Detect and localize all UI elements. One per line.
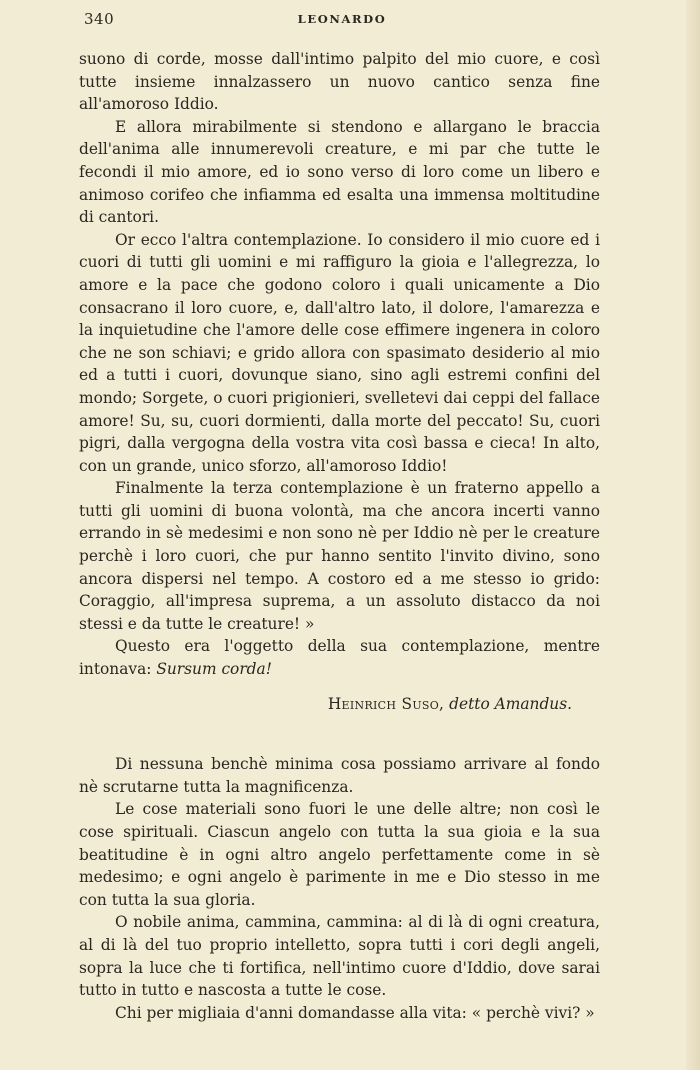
paragraph: Di nessuna benchè minima cosa possiamo arrivare al fondo nè scrutarne tutta la magnificenza. xyxy=(79,755,600,796)
running-head: LEONARDO xyxy=(297,12,387,26)
paragraph: Or ecco l'altra contemplazione. Io considero il mio cuore ed i cuori di tutti gli uomini e mi raffiguro la gioia e l'allegrezza, lo amore e la pace che godono coloro i quali unicamente a Dio consacrano il loro cuore, e, dall'altro lato, il dolore, l'amarezza e la inquietudine che l'amore delle cose effimere ingenera in coloro che ne son schiavi; e grido allora con spasimato desiderio al mio ed a tutti i cuori, dovunque siano, sino agli estremi confini del mondo; Sorgete, o cuori prigionieri, svelletevi dai ceppi del fallace amore! Su, su, cuori dormienti, dalla morte del peccato! Su, cuori pigri, dalla vergogna della vostra vita così bassa e cieca! In alto, con un grande, unico sforzo, all'amoroso Iddio! xyxy=(79,230,600,475)
page-number: 340 xyxy=(84,10,115,28)
closing-text: Questo era l'oggetto della sua contemplazione, mentre intonava: xyxy=(79,637,600,679)
signature xyxy=(79,693,600,716)
signature-epithet: detto Amandus. xyxy=(449,694,572,713)
paragraph: Finalmente la terza contemplazione è un fraterno appello a tutti gli uomini di buona volontà, ma che ancora incerti vanno errando in sè medesimi e non sono nè per Iddio nè per le creature perchè i loro cuori, che pur hanno sentito l'invito divino, sono ancora dispersi nel tempo. A costoro ed a me stesso io grido: Coraggio, all'impresa suprema, a un assoluto distacco da noi stessi e da tutte le creature! » xyxy=(79,479,600,633)
paragraph: E allora mirabilmente si stendono e allargano le braccia dell'anima alle innumerevoli creature, e mi par che tutte le fecondi il mio amore, ed io sono verso di loro come un libero e animoso corifeo che infiamma ed esalta una immensa moltitudine di cantori. xyxy=(79,117,600,227)
paragraph: O nobile anima, cammina, cammina: al di là di ogni creatura, al di là del tuo proprio intelletto, sopra tutti i cori degli angeli, sopra la luce che ti fortifica, nell'intimo cuore d'Iddio, dove sarai tutto in tutto e nascosta a tutte le cose. xyxy=(79,913,600,1000)
page-edge xyxy=(686,0,700,1070)
paragraph: Le cose materiali sono fuori le une delle altre; non così le cose spirituali. Ciascun angelo con tutta la sua gioia e la sua beatitudine è in ogni altro angelo perfettamente come in sè medesimo; e ogni angelo è parimente in me e Dio stesso in me con tutta la sua gloria. xyxy=(79,800,600,909)
closing-paragraph xyxy=(79,635,600,680)
paragraph: Chi per migliaia d'anni domandasse alla vita: « perchè vivi? » xyxy=(115,1003,595,1022)
signature-name: Heinrich Suso, xyxy=(327,694,445,713)
section-break xyxy=(79,715,600,753)
page-header xyxy=(84,10,600,32)
paragraph: suono di corde, mosse dall'intimo palpito del mio cuore, e così tutte insieme innalzassero un nuovo cantico senza fine all'amoroso Iddio. xyxy=(79,50,600,114)
body-text xyxy=(79,48,600,1024)
closing-italic: Sursum corda! xyxy=(156,660,272,679)
